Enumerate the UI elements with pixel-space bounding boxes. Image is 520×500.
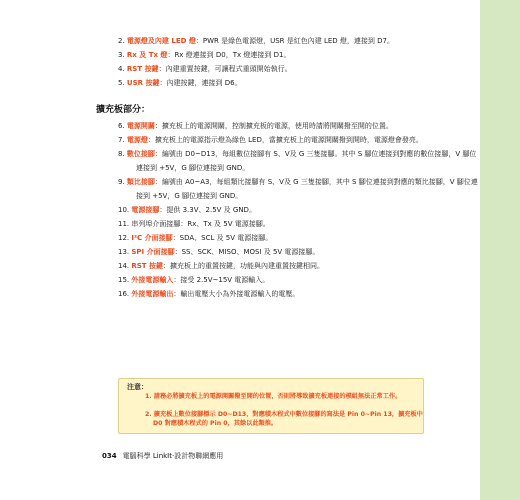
list-item: 16. 外接電源輸出：輸出電壓大小為外接電源輸入的電壓。 bbox=[118, 290, 300, 298]
book-title: 電腦科學 LinkIt‧設計物聯網應用 bbox=[122, 452, 224, 460]
list-item: 2. 電源燈及內建 LED 燈：PWR 是綠色電源燈，USR 是紅色內建 LED 燈，連接到 D7。 bbox=[118, 37, 394, 45]
item-term: 電源接腳 bbox=[131, 206, 160, 214]
item-number: 2. bbox=[118, 37, 125, 45]
list-item: 4. RST 按鍵：內建重置按鍵，可讓程式重頭開始執行。 bbox=[118, 65, 292, 73]
list-item: 15. 外接電源輸入：接受 2.5V~15V 電源輸入。 bbox=[118, 276, 270, 284]
note-item: 2. 擴充板上數位接腳標示 D0~D13，對應積木程式中數位接腳的寫法是 Pin 0~Pin 13，擴充板中 D0 對應積木程式的 Pin 0，其餘以此類推。 bbox=[145, 411, 423, 427]
note-box bbox=[118, 378, 424, 434]
item-term: 類比接腳 bbox=[126, 178, 155, 186]
page-number: 034 bbox=[102, 452, 117, 460]
item-term: 電源開關 bbox=[126, 122, 155, 130]
item-term: SPI 介面接腳 bbox=[131, 248, 175, 256]
item-term: Rx 及 Tx 燈 bbox=[126, 51, 168, 59]
item-number: 9. bbox=[118, 178, 125, 186]
note-item: 1. 請務必將擴充板上的電源開關撥至開的位置，否則將導致擴充板連接的模組無法正常工作。 bbox=[145, 393, 402, 400]
item-term: 外接電源輸出 bbox=[131, 290, 174, 298]
item-text: 擴充板上的重置按鍵，功能與內建重置按鍵相同。 bbox=[170, 262, 325, 270]
item-text: 內建按鍵，連接到 D6。 bbox=[166, 79, 242, 87]
item-text: 接受 2.5V~15V 電源輸入。 bbox=[180, 276, 270, 284]
item-number: 11. bbox=[118, 220, 130, 228]
item-text: 內建重置按鍵，可讓程式重頭開始執行。 bbox=[165, 65, 292, 73]
list-item: 8. 數位接腳：編號由 D0~D13，每組數位接腳有 S、V及 G 三隻接腳。其中 S 腳位連接到對應的數位接腳，V 腳位連接到 +5V，G 腳位連接到 GND。 bbox=[118, 150, 477, 172]
item-term: 外接電源輸入 bbox=[131, 276, 174, 284]
note-title: 注意： bbox=[127, 383, 148, 391]
item-number: 13. bbox=[118, 248, 130, 256]
list-item: 7. 電源燈：擴充板上的電源指示燈為綠色 LED，當擴充板上的電源開關撥到開時，電源燈會發亮。 bbox=[118, 136, 423, 144]
item-term: 數位接腳 bbox=[126, 150, 155, 158]
item-term: 電源燈 bbox=[126, 136, 148, 144]
section-title: 擴充板部分： bbox=[96, 105, 151, 115]
item-number: 10. bbox=[118, 206, 130, 214]
item-number: 16. bbox=[118, 290, 130, 298]
list-item: 13. SPI 介面接腳：SS、SCK、MISO、MOSI 及 5V 電源接腳。 bbox=[118, 248, 320, 256]
item-number: 6. bbox=[118, 122, 125, 130]
list-item: 12. I²C 介面接腳：SDA、SCL 及 5V 電源接腳。 bbox=[118, 234, 273, 242]
item-text: 擴充板上的電源指示燈為綠色 LED，當擴充板上的電源開關撥到開時，電源燈會發亮。 bbox=[154, 136, 423, 144]
item-text: PWR 是綠色電源燈，USR 是紅色內建 LED 燈，連接到 D7。 bbox=[202, 37, 394, 45]
item-number: 5. bbox=[118, 79, 125, 87]
item-term: I²C 介面接腳 bbox=[131, 234, 173, 242]
item-text: 串列埠介面接腳：Rx、Tx 及 5V 電源接腳。 bbox=[131, 220, 270, 228]
item-number: 7. bbox=[118, 136, 125, 144]
item-text: 提供 3.3V、2.5V 及 GND。 bbox=[166, 206, 256, 214]
content-area bbox=[96, 34, 480, 301]
list-bottom bbox=[118, 119, 480, 301]
list-item: 9. 類比接腳：編號由 A0~A3，每組類比接腳有 S、V及 G 三隻接腳，其中 S 腳位連接到對應的類比接腳，V 腳位連接到 +5V，G 腳位連接到 GND。 bbox=[118, 178, 478, 200]
list-item: 10. 電源接腳：提供 3.3V、2.5V 及 GND。 bbox=[118, 206, 256, 214]
list-item: 3. Rx 及 Tx 燈：Rx 燈連接到 D0，Tx 燈連接到 D1。 bbox=[118, 51, 291, 59]
item-number: 4. bbox=[118, 65, 125, 73]
item-term: USR 按鍵 bbox=[126, 79, 160, 87]
list-item: 6. 電源開關：擴充板上的電源開關，控制擴充板的電源，使用時請將開關撥至開的位置。 bbox=[118, 122, 393, 130]
item-text: SDA、SCL 及 5V 電源接腳。 bbox=[179, 234, 273, 242]
item-number: 3. bbox=[118, 51, 125, 59]
item-text: SS、SCK、MISO、MOSI 及 5V 電源接腳。 bbox=[181, 248, 320, 256]
item-text: 擴充板上的電源開關，控制擴充板的電源，使用時請將開關撥至開的位置。 bbox=[161, 122, 393, 130]
item-number: 12. bbox=[118, 234, 130, 242]
list-item: 14. RST 按鍵：擴充板上的重置按鍵，功能與內建重置按鍵相同。 bbox=[118, 262, 325, 270]
list-item: 5. USR 按鍵：內建按鍵，連接到 D6。 bbox=[118, 79, 242, 87]
item-number: 8. bbox=[118, 150, 125, 158]
item-term: RST 按鍵 bbox=[126, 65, 159, 73]
item-number: 14. bbox=[118, 262, 130, 270]
item-text: 編號由 A0~A3，每組類比接腳有 S、V及 G 三隻接腳，其中 S 腳位連接到對應的類比接腳，V 腳位連接到 +5V，G 腳位連接到 GND。 bbox=[136, 178, 478, 200]
item-term: 電源燈及內建 LED 燈 bbox=[126, 37, 196, 45]
item-text: 編號由 D0~D13，每組數位接腳有 S、V及 G 三隻接腳。其中 S 腳位連接到對應的數位接腳，V 腳位連接到 +5V，G 腳位連接到 GND。 bbox=[136, 150, 477, 172]
side-color-bar bbox=[480, 0, 520, 500]
item-text: Rx 燈連接到 D0，Tx 燈連接到 D1。 bbox=[174, 51, 291, 59]
item-term: RST 按鍵 bbox=[131, 262, 164, 270]
page-footer bbox=[102, 451, 223, 461]
item-number: 15. bbox=[118, 276, 130, 284]
item-text: 輸出電壓大小為外接電源輸入的電壓。 bbox=[180, 290, 300, 298]
list-top bbox=[118, 34, 480, 90]
list-item bbox=[118, 217, 480, 231]
